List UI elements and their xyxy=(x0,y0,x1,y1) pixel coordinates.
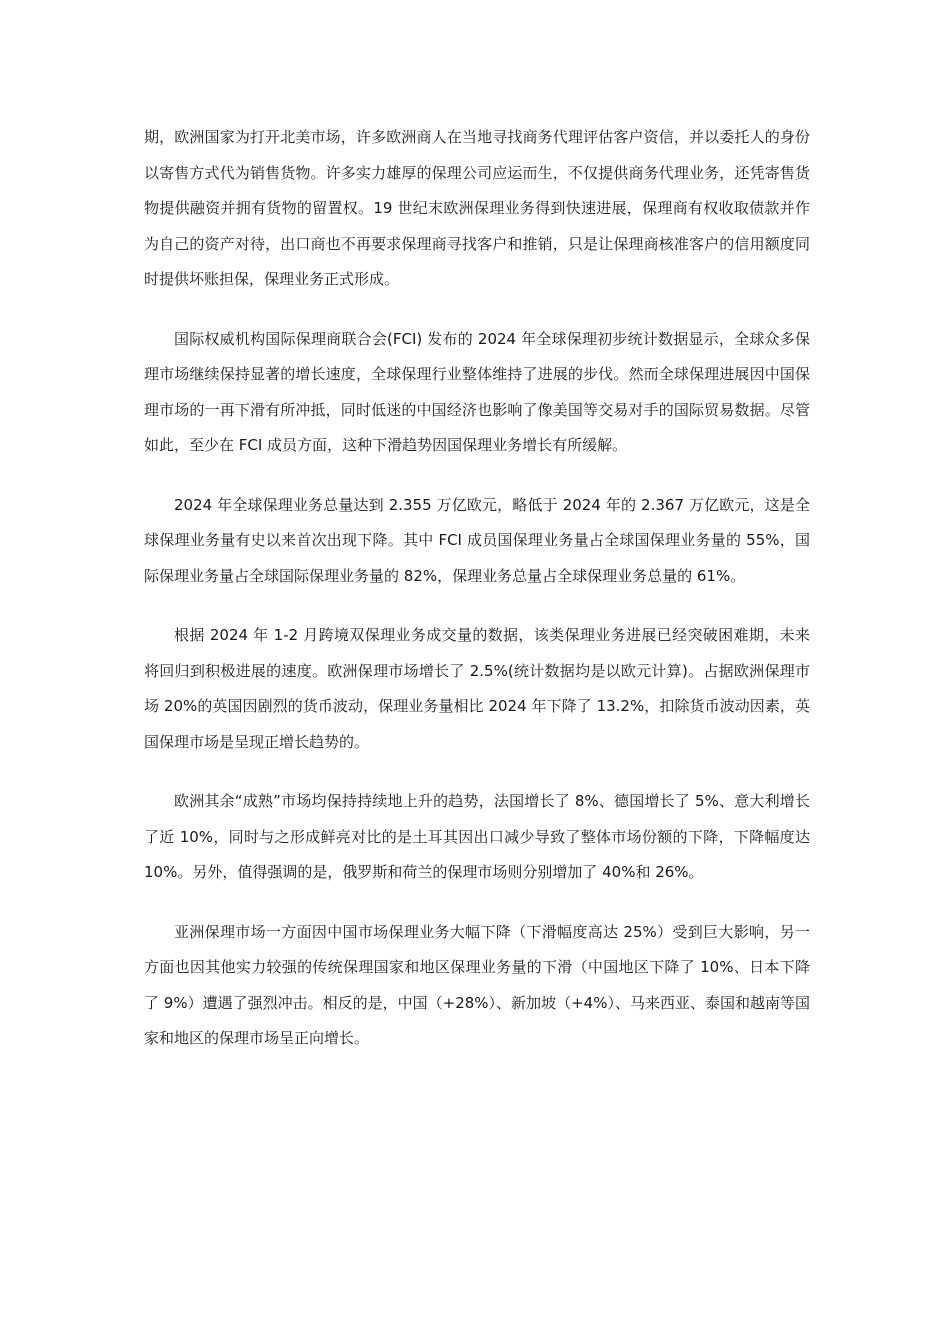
paragraph-1: 期，欧洲国家为打开北美市场，许多欧洲商人在当地寻找商务代理评估客户资信，并以委托人的身份以寄售方式代为销售货物。许多实力雄厚的保理公司应运而生，不仅提供商务代理业务，还凭寄售货物提供融资并拥有货物的留置权。19 世纪末欧洲保理业务得到快速进展，保理商有权收取债款并作为自己的资产对待，出口商也不再要求保理商寻找客户和推销，只是让保理商核准客户的信用额度同时提供坏账担保，保理业务正式形成。 xyxy=(144,128,810,288)
paragraph-4: 根据 2024 年 1-2 月跨境双保理业务成交量的数据，该类保理业务进展已经突破困难期，未来将回归到积极进展的速度。欧洲保理市场增长了 2.5%(统计数据均是以欧元计算)。占据欧洲保理市场 20%的英国因剧烈的货币波动，保理业务量相比 2024 年下降了 13.2%，扣除货币波动因素，英国保理市场是呈现正增长趋势的。 xyxy=(144,626,810,751)
paragraph-6: 亚洲保理市场一方面因中国市场保理业务大幅下降（下滑幅度高达 25%）受到巨大影响，另一方面也因其他实力较强的传统保理国家和地区保理业务量的下滑（中国地区下降了 10%、日本下降了 9%）遭遇了强烈冲击。相反的是，中国（+28%）、新加坡（+4%）、马来西亚、泰国和越南等国家和地区的保理市场呈正向增长。 xyxy=(144,922,810,1047)
paragraph-5: 欧洲其余“成熟”市场均保持持续地上升的趋势，法国增长了 8%、德国增长了 5%、意大利增长了近 10%，同时与之形成鲜亮对比的是土耳其因出口减少导致了整体市场份额的下降，下降幅度达 10%。另外，值得强调的是，俄罗斯和荷兰的保理市场则分别增加了 40%和 26%。 xyxy=(144,792,810,881)
paragraph-3: 2024 年全球保理业务总量达到 2.355 万亿欧元，略低于 2024 年的 2.367 万亿欧元，这是全球保理业务量有史以来首次出现下降。其中 FCI 成员国保理业务量占全球国保理业务量的 55%，国际保理业务量占全球国际保理业务量的 82%，保理业务总量占全球保理业务总量的 61%。 xyxy=(144,495,810,585)
document-body xyxy=(144,120,810,1081)
paragraph-2: 国际权威机构国际保理商联合会(FCI) 发布的 2024 年全球保理初步统计数据显示，全球众多保理市场继续保持显著的增长速度，全球保理行业整体维持了进展的步伐。然而全球保理进展因中国保理市场的一再下滑有所冲抵，同时低迷的中国经济也影响了像美国等交易对手的国际贸易数据。尽管如此，至少在 FCI 成员方面，这种下滑趋势因国保理业务增长有所缓解。 xyxy=(144,329,810,454)
